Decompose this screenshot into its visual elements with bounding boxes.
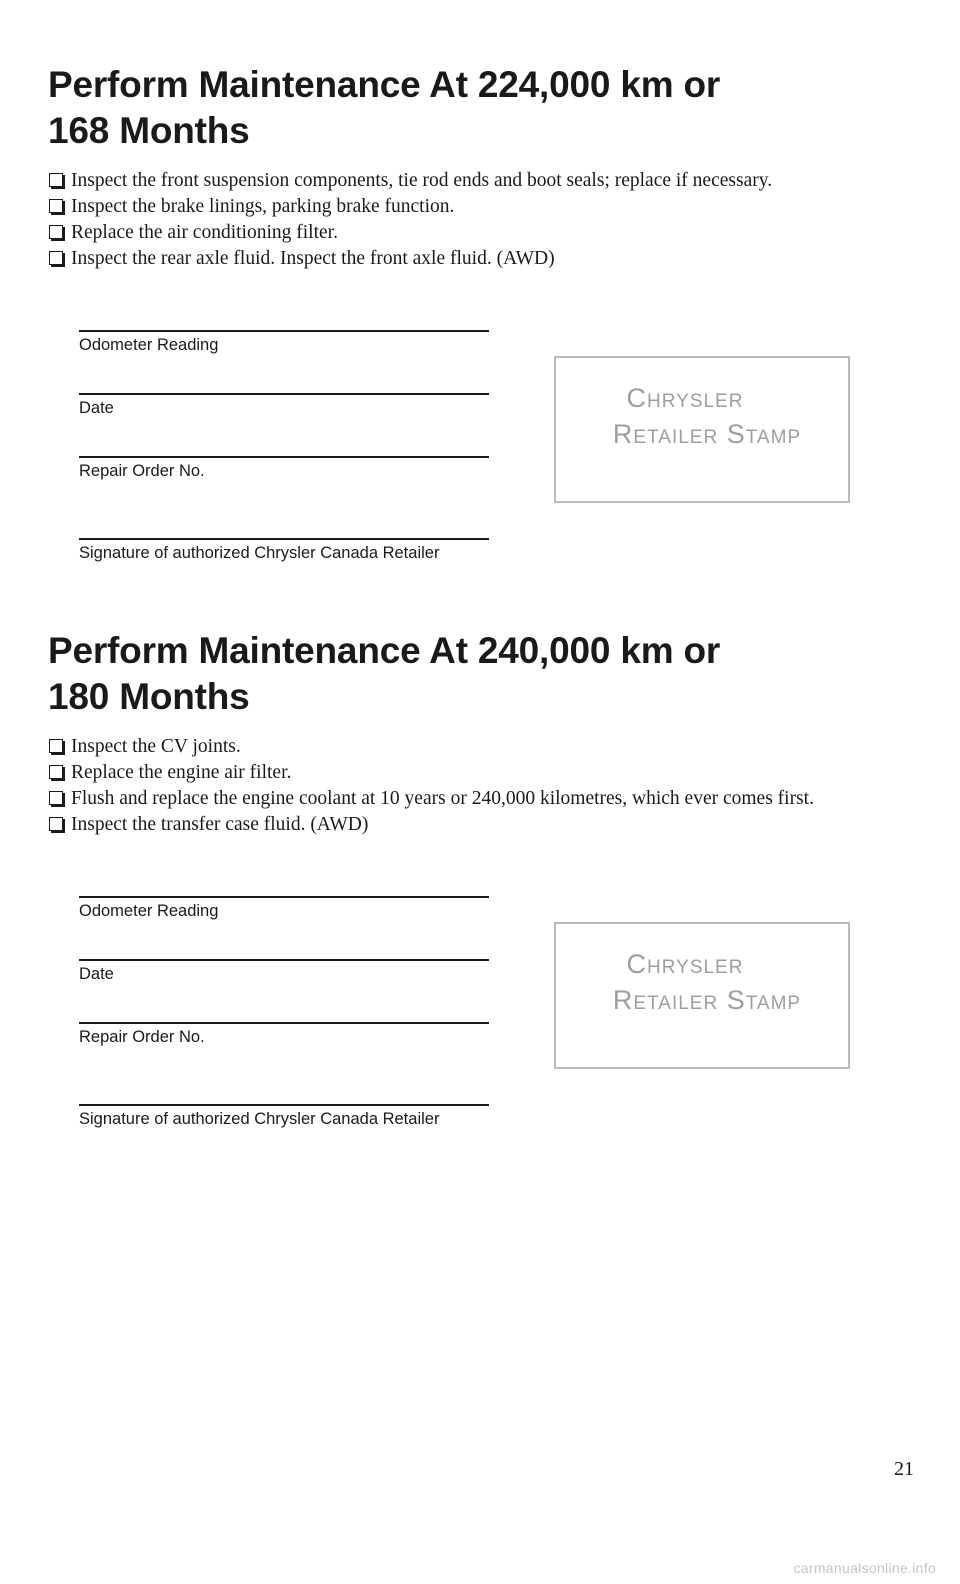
maintenance-checklist <box>48 734 814 838</box>
retailer-signature-label: Signature of authorized Chrysler Canada Retailer <box>79 1110 440 1128</box>
checklist-item <box>48 786 814 812</box>
repair-order-field[interactable] <box>79 456 489 481</box>
repair-order-label: Repair Order No. <box>79 1028 205 1046</box>
stamp-line-1: Chrysler <box>626 383 744 413</box>
checkbox-icon[interactable] <box>49 817 63 831</box>
stamp-line-2: Retailer Stamp <box>612 419 802 449</box>
checklist-item <box>48 812 814 838</box>
odometer-reading-field[interactable] <box>79 330 489 355</box>
checkbox-icon[interactable] <box>49 225 63 239</box>
date-field[interactable] <box>79 393 489 418</box>
odometer-reading-field[interactable] <box>79 896 489 921</box>
checkbox-icon[interactable] <box>49 791 63 805</box>
retailer-stamp-text <box>556 946 848 1018</box>
checkbox-icon[interactable] <box>49 765 63 779</box>
checklist-item-text: Flush and replace the engine coolant at 10 years or 240,000 kilometres, which ever comes first. <box>71 788 814 809</box>
odometer-reading-label: Odometer Reading <box>79 336 219 354</box>
heading-line-1: Perform Maintenance At 224,000 km or <box>48 64 721 105</box>
section-heading <box>48 62 720 154</box>
retailer-signature-field[interactable] <box>79 538 489 563</box>
repair-order-field[interactable] <box>79 1022 489 1047</box>
checklist-item-text: Inspect the rear axle fluid. Inspect the front axle fluid. (AWD) <box>71 248 555 269</box>
checklist-item <box>48 246 772 272</box>
checklist-item-text: Inspect the front suspension components, tie rod ends and boot seals; replace if necessary. <box>71 170 773 191</box>
heading-line-2: 168 Months <box>48 110 250 151</box>
checklist-item-text: Replace the engine air filter. <box>71 762 292 783</box>
retailer-stamp-box <box>554 356 850 503</box>
checklist-item <box>48 734 814 760</box>
site-watermark: carmanualsonline.info <box>793 1560 936 1576</box>
heading-line-1: Perform Maintenance At 240,000 km or <box>48 630 721 671</box>
retailer-stamp-box <box>554 922 850 1069</box>
heading-line-2: 180 Months <box>48 676 250 717</box>
page-number: 21 <box>894 1458 914 1480</box>
checklist-item <box>48 220 772 246</box>
retailer-signature-label: Signature of authorized Chrysler Canada Retailer <box>79 544 440 562</box>
checklist-item-text: Inspect the transfer case fluid. (AWD) <box>71 814 369 835</box>
stamp-line-1: Chrysler <box>626 949 744 979</box>
stamp-line-2: Retailer Stamp <box>612 985 802 1015</box>
date-label: Date <box>79 399 114 417</box>
checklist-item <box>48 760 814 786</box>
checklist-item-text: Replace the air conditioning filter. <box>71 222 338 243</box>
checkbox-icon[interactable] <box>49 173 63 187</box>
checkbox-icon[interactable] <box>49 739 63 753</box>
date-label: Date <box>79 965 114 983</box>
checkbox-icon[interactable] <box>49 251 63 265</box>
section-heading <box>48 628 720 720</box>
retailer-stamp-text <box>556 380 848 452</box>
checklist-item-text: Inspect the brake linings, parking brake function. <box>71 196 455 217</box>
checkbox-icon[interactable] <box>49 199 63 213</box>
odometer-reading-label: Odometer Reading <box>79 902 219 920</box>
checklist-item <box>48 194 772 220</box>
date-field[interactable] <box>79 959 489 984</box>
retailer-signature-field[interactable] <box>79 1104 489 1129</box>
maintenance-checklist <box>48 168 772 272</box>
checklist-item-text: Inspect the CV joints. <box>71 736 241 757</box>
checklist-item <box>48 168 772 194</box>
repair-order-label: Repair Order No. <box>79 462 205 480</box>
